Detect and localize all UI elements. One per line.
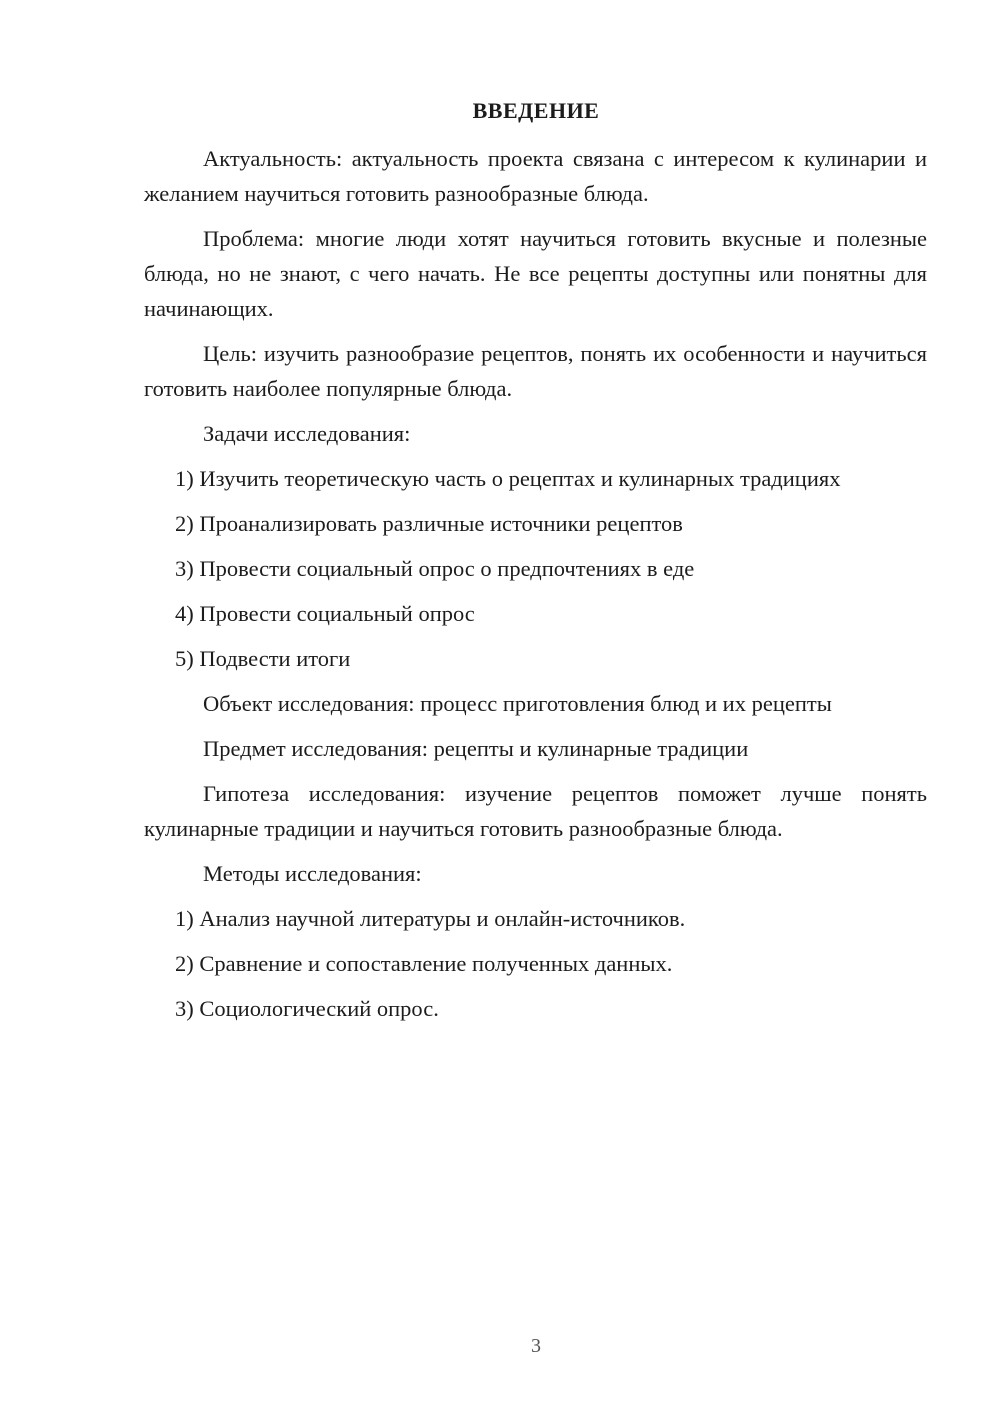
methods-heading: Методы исследования: [203,861,422,886]
task-item: 3) Провести социальный опрос о предпочтениях в еде [175,556,695,581]
task-item: 5) Подвести итоги [175,646,351,671]
tasks-list [144,461,927,676]
object-paragraph: Объект исследования: процесс приготовления блюд и их рецепты [203,691,832,716]
methods-list [144,901,927,1026]
subject-paragraph: Предмет исследования: рецепты и кулинарные традиции [203,736,749,761]
goal-paragraph: Цель: изучить разнообразие рецептов, понять их особенности и научиться готовить наиболее популярные блюда. [144,341,927,401]
task-item: 1) Изучить теоретическую часть о рецептах и кулинарных традициях [175,466,841,491]
hypothesis-paragraph: Гипотеза исследования: изучение рецептов поможет лучше понять кулинарные традиции и научиться готовить разнообразные блюда. [144,781,927,841]
relevance-paragraph: Актуальность: актуальность проекта связана с интересом к кулинарии и желанием научиться готовить разнообразные блюда. [144,146,927,206]
task-item: 2) Проанализировать различные источники рецептов [175,511,683,536]
document-body [144,141,927,1036]
tasks-heading: Задачи исследования: [203,421,411,446]
method-item: 2) Сравнение и сопоставление полученных данных. [175,951,673,976]
problem-paragraph: Проблема: многие люди хотят научиться готовить вкусные и полезные блюда, но не знают, с чего начать. Не все рецепты доступны или понятны для начинающих. [144,226,927,321]
task-item: 4) Провести социальный опрос [175,601,475,626]
page-title: ВВЕДЕНИЕ [472,98,600,123]
method-item: 1) Анализ научной литературы и онлайн-источников. [175,906,686,931]
method-item: 3) Социологический опрос. [175,996,439,1021]
page-number: 3 [531,1335,541,1357]
